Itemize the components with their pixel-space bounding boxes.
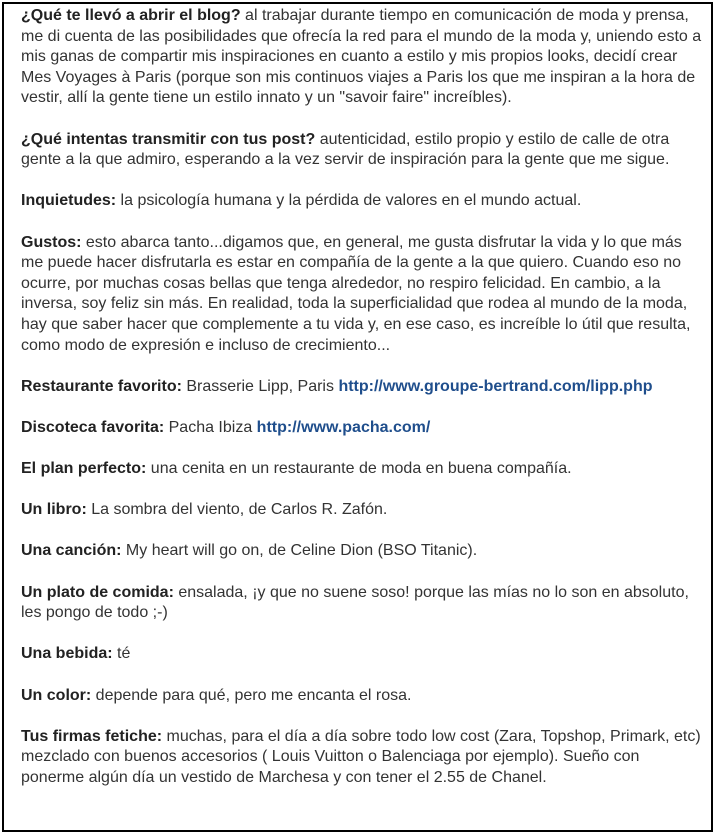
question-label: Inquietudes: (21, 192, 117, 210)
question-label: Un color: (21, 686, 92, 704)
question-label: Un plato de comida: (21, 583, 174, 601)
qa-cancion (21, 541, 705, 562)
answer-text: al trabajar durante tiempo en comunicación de moda y prensa, me di cuenta de las posibilidades que ofrecía la red para el mundo de la moda y, uniendo esto a mis ganas de compartir mis inspiraciones en cuanto a estilo y mis propios looks, decidí crear Mes Voyages à Paris (porque son mis continuos viajes a Paris los que me inspiran a la hora de vestir, allí la gente tiene un estilo innato y un "savoir faire" increíbles). (21, 7, 702, 107)
club-link[interactable]: http://www.pacha.com/ (256, 418, 431, 436)
document-frame (2, 2, 713, 832)
question-label: ¿Qué intentas transmitir con tus post? (21, 130, 316, 148)
qa-transmit (21, 130, 705, 171)
qa-inquietudes (21, 191, 705, 212)
question-label: ¿Qué te llevó a abrir el blog? (21, 7, 241, 24)
qa-blog-origin (21, 6, 705, 109)
answer-text: My heart will go on, de Celine Dion (BSO Titanic). (121, 542, 478, 560)
answer-text: una cenita en un restaurante de moda en buena compañía. (146, 460, 572, 478)
question-label: Una canción: (21, 542, 122, 560)
answer-text: La sombra del viento, de Carlos R. Zafón. (86, 501, 388, 519)
answer-text: esto abarca tanto...digamos que, en general, me gusta disfrutar la vida y lo que más me puede hacer disfrutarla es estar en compañía de la gente a la que quiero. Cuando eso no ocurre, por muchas cosas bellas que tenga alrededor, no respiro felicidad. En cambio, a la inversa, soy feliz sin más. En realidad, toda la superficialidad que rodea al mundo de la moda, hay que saber hacer que complemente a tu vida y, en ese caso, es increíble lo útil que resulta, como modo de expresión e incluso de crecimiento... (21, 233, 691, 354)
answer-text: autenticidad, estilo propio y estilo de calle de otra gente a la que admiro, esperando a la vez servir de inspiración para la gente que me sigue. (21, 130, 670, 169)
qa-color (21, 686, 705, 707)
qa-gustos (21, 233, 705, 357)
qa-discoteca (21, 418, 705, 439)
question-label: El plan perfecto: (21, 460, 147, 478)
question-label: Tus firmas fetiche: (21, 727, 163, 745)
question-label: Una bebida: (21, 645, 113, 663)
qa-bebida (21, 644, 705, 665)
question-label: Gustos: (21, 233, 82, 251)
answer-text: depende para qué, pero me encanta el rosa. (91, 686, 412, 704)
qa-restaurante (21, 377, 705, 398)
qa-firmas (21, 727, 705, 789)
qa-plato (21, 583, 705, 624)
question-label: Restaurante favorito: (21, 377, 182, 395)
answer-text: muchas, para el día a día sobre todo low cost (Zara, Topshop, Primark, etc) mezclado con buenos accesorios ( Louis Vuitton o Balenciaga por ejemplo). Sueño con ponerme algún día un vestido de Marchesa y con tener el 2.55 de Chanel. (21, 727, 701, 786)
restaurant-link[interactable]: http://www.groupe-bertrand.com/lipp.php (338, 377, 653, 395)
question-label: Discoteca favorita: (21, 418, 165, 436)
answer-text: la psicología humana y la pérdida de valores en el mundo actual. (116, 192, 582, 210)
qa-libro (21, 500, 705, 521)
answer-text: ensalada, ¡y que no suene soso! porque las mías no lo son en absoluto, les pongo de todo ;-) (21, 583, 689, 622)
answer-text: Brasserie Lipp, Paris (181, 377, 339, 395)
interview-text (21, 6, 705, 809)
question-label: Un libro: (21, 501, 87, 519)
qa-plan (21, 459, 705, 480)
answer-text: Pacha Ibiza (164, 418, 257, 436)
answer-text: té (112, 645, 131, 663)
